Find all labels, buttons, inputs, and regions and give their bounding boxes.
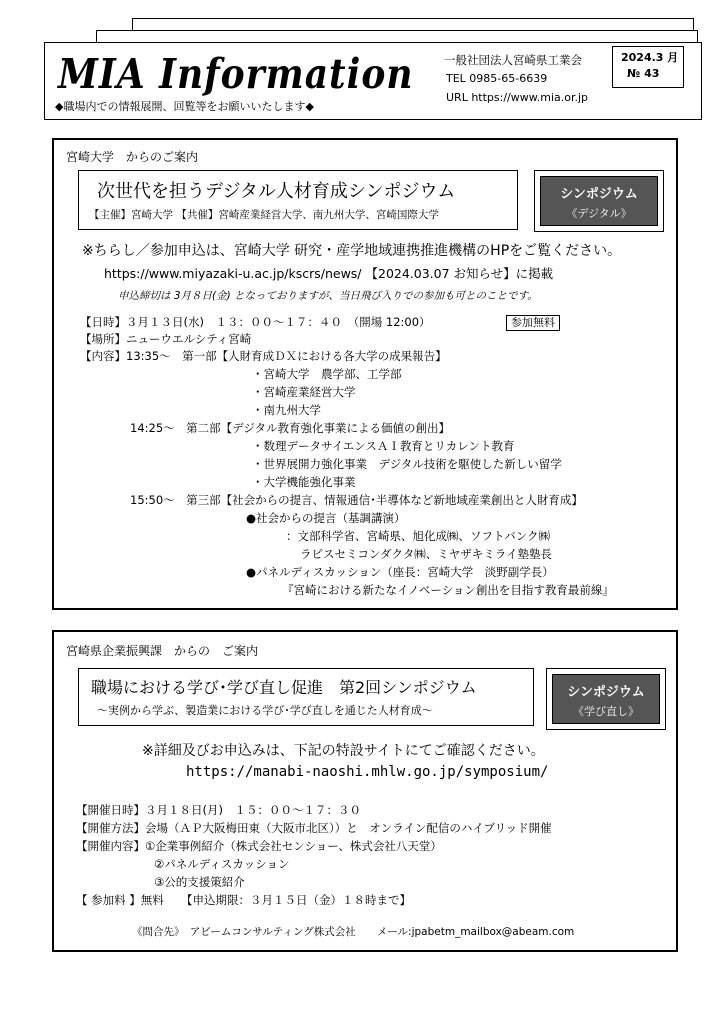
issue-box [612,46,684,88]
program-item: 『宮崎における新たなイノベーション創出を目指す教育最前線』 [282,583,614,597]
section2-fee: 【 参加料 】無料 【申込期限：３月１５日（金）１８時まで】 [76,893,412,907]
free-admission-badge: 参加無料 [506,315,560,331]
program-item: ラピスセミコンダクタ㈱、ミヤザキミライ塾塾長 [300,547,552,561]
program-part3: 15:50～ 第三部【社会からの提言、情報通信･半導体など新地域産業創出と人財育成】 [130,493,583,507]
program-item: ・宮崎大学 農学部、工学部 [252,367,402,381]
org-url[interactable]: URL https://www.mia.or.jp [446,91,589,104]
program-item: ●社会からの提言（基調講演） [246,511,406,525]
issue-number: № 43 [627,67,660,80]
section2-tag-line2: 《学び直し》 [573,705,639,718]
section2-url[interactable]: https://manabi-naoshi.mhlw.go.jp/symposium/ [186,764,549,780]
program-part1: 【内容】13:35～ 第一部【人財育成ＤＸにおける各大学の成果報告】 [80,349,447,363]
program-item: ・南九州大学 [252,403,321,417]
section1-tag [534,170,664,232]
section1-tag-line1: シンポジウム [560,187,638,202]
section2-date: 【開催日時】３月１８日(月) １５：００～１７：３０ [76,803,361,817]
section2-from: 宮崎県企業振興課 からの ご案内 [66,644,259,658]
section2-content: 【開催内容】①企業事例紹介（株式会社センショー、株式会社八天堂） [76,839,442,853]
section2-method: 【開催方法】会場（ＡＰ大阪梅田東（大阪市北区））と オンライン配信のハイブリッド開催 [76,821,552,835]
program-item: ●パネルディスカッション（座長：宮崎大学 淡野副学長） [246,565,554,579]
program-item: ・数理データサイエンスＡＩ教育とリカレント教育 [252,439,515,453]
section1-title: 次世代を担うデジタル人材育成シンポジウム [97,181,456,202]
section1-organizers: 【主催】宮崎大学 【共催】宮崎産業経営大学、南九州大学、宮崎国際大学 [89,209,439,221]
section1-title-banner [78,170,518,230]
section1-tag-line2: 《デジタル》 [566,207,632,220]
section2-title-banner [78,668,534,726]
section2-tag-line1: シンポジウム [567,685,645,700]
section2-contact: 《問合先》 アビームコンサルティング株式会社 メール:jpabetm_mailbox@abeam.com [132,926,575,938]
program-item: ・大学機能強化事業 [252,475,356,489]
section2-tag [546,668,666,730]
program-part2: 14:25～ 第二部【デジタル教育強化事業による価値の創出】 [130,421,450,435]
program-item: ・世界展開力強化事業 デジタル技術を駆使した新しい留学 [252,457,562,471]
section1-venue: 【場所】ニューウエルシティ宮崎 [80,332,252,346]
section1-from: 宮崎大学 からのご案内 [66,150,199,164]
section1-notice: ※ちらし／参加申込は、宮崎大学 研究・産学地域連携推進機構のHPをご覧ください。 [82,243,622,259]
section2-notice: ※詳細及びお申込みは、下記の特設サイトにてご確認ください。 [142,743,545,759]
section2-subtitle: ～実例から学ぶ、製造業における学び･学び直しを通じた人材育成～ [97,704,433,717]
program-item: ：文部科学省、宮崎県、旭化成㈱、ソフトバンク㈱ [286,529,551,543]
issue-date: 2024.3 月 [621,51,679,64]
section2-content-item: ②パネルディスカッション [154,857,290,871]
org-name: 一般社団法人宮崎県工業会 [444,53,582,67]
org-tel: TEL 0985-65-6639 [446,72,548,85]
program-item: ・宮崎産業経営大学 [252,385,356,399]
section2-content-item: ③公的支援策紹介 [154,875,245,889]
newsletter-title: MIA Information [58,50,414,99]
section1-url[interactable]: https://www.miyazaki-u.ac.jp/kscrs/news/ 【2024.03.07 お知らせ】に掲載 [104,266,554,281]
section1-deadline: 申込締切は 3月８日(金) となっておりますが、当日飛び入りでの参加も可とのことです。 [118,290,538,302]
section2-tag-inner [552,674,660,724]
section1-tag-inner [540,176,658,226]
section2-title: 職場における学び･学び直し促進 第2回シンポジウム [91,678,477,697]
circulation-notice: ◆職場内での情報展開、回覧等をお願いいたします◆ [55,100,314,113]
section1-date: 【日時】３月１３日(水) １３：００～１７：４０ （開場 12:00） [80,315,431,329]
